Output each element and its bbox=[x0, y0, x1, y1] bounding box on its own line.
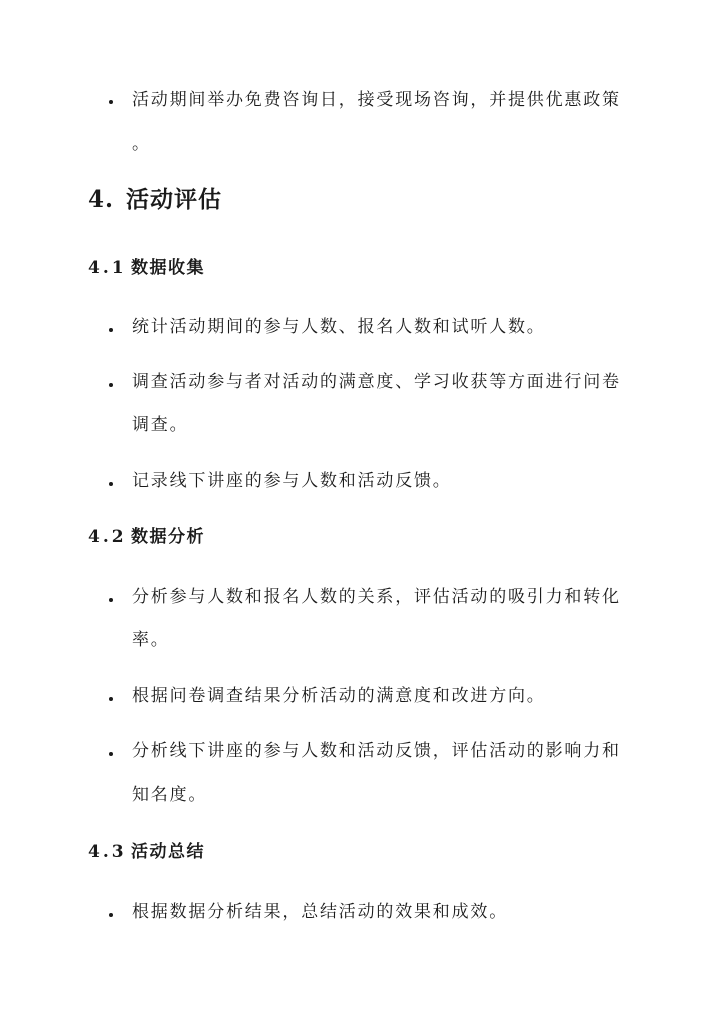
section-title: 活动评估 bbox=[126, 186, 222, 213]
subsection-title: 数据分析 bbox=[131, 527, 205, 547]
subsection-heading bbox=[88, 526, 205, 548]
bullet-text: 分析参与人数和报名人数的关系，评估活动的吸引力和转化 bbox=[132, 587, 621, 607]
subsection-number: 4.1 bbox=[88, 258, 127, 278]
bullet-dot bbox=[109, 383, 113, 387]
subsection-title: 数据收集 bbox=[131, 258, 205, 278]
bullet-text-continuation: 调查。 bbox=[132, 415, 189, 435]
bullet-dot bbox=[109, 100, 113, 104]
bullet-text: 分析线下讲座的参与人数和活动反馈，评估活动的影响力和 bbox=[132, 741, 621, 761]
bullet-text-continuation: 。 bbox=[132, 134, 151, 154]
bullet-text: 统计活动期间的参与人数、报名人数和试听人数。 bbox=[132, 317, 546, 337]
subsection-title: 活动总结 bbox=[131, 842, 205, 862]
bullet-text: 根据数据分析结果，总结活动的效果和成效。 bbox=[132, 902, 508, 922]
bullet-text: 记录线下讲座的参与人数和活动反馈。 bbox=[132, 471, 452, 491]
bullet-text: 调查活动参与者对活动的满意度、学习收获等方面进行问卷 bbox=[132, 372, 621, 392]
bullet-dot bbox=[109, 328, 113, 332]
bullet-dot bbox=[109, 697, 113, 701]
subsection-number: 4.2 bbox=[88, 527, 127, 547]
bullet-text: 活动期间举办免费咨询日，接受现场咨询，并提供优惠政策 bbox=[132, 90, 621, 110]
subsection-heading bbox=[88, 257, 205, 279]
bullet-dot bbox=[109, 482, 113, 486]
bullet-dot bbox=[109, 752, 113, 756]
bullet-text-continuation: 知名度。 bbox=[132, 785, 208, 805]
bullet-dot bbox=[109, 598, 113, 602]
bullet-text-continuation: 率。 bbox=[132, 630, 170, 650]
section-number: 4. bbox=[88, 186, 115, 213]
section-heading bbox=[88, 186, 222, 214]
subsection-number: 4.3 bbox=[88, 842, 127, 862]
bullet-dot bbox=[109, 913, 113, 917]
subsection-heading bbox=[88, 841, 205, 863]
bullet-text: 根据问卷调查结果分析活动的满意度和改进方向。 bbox=[132, 686, 546, 706]
